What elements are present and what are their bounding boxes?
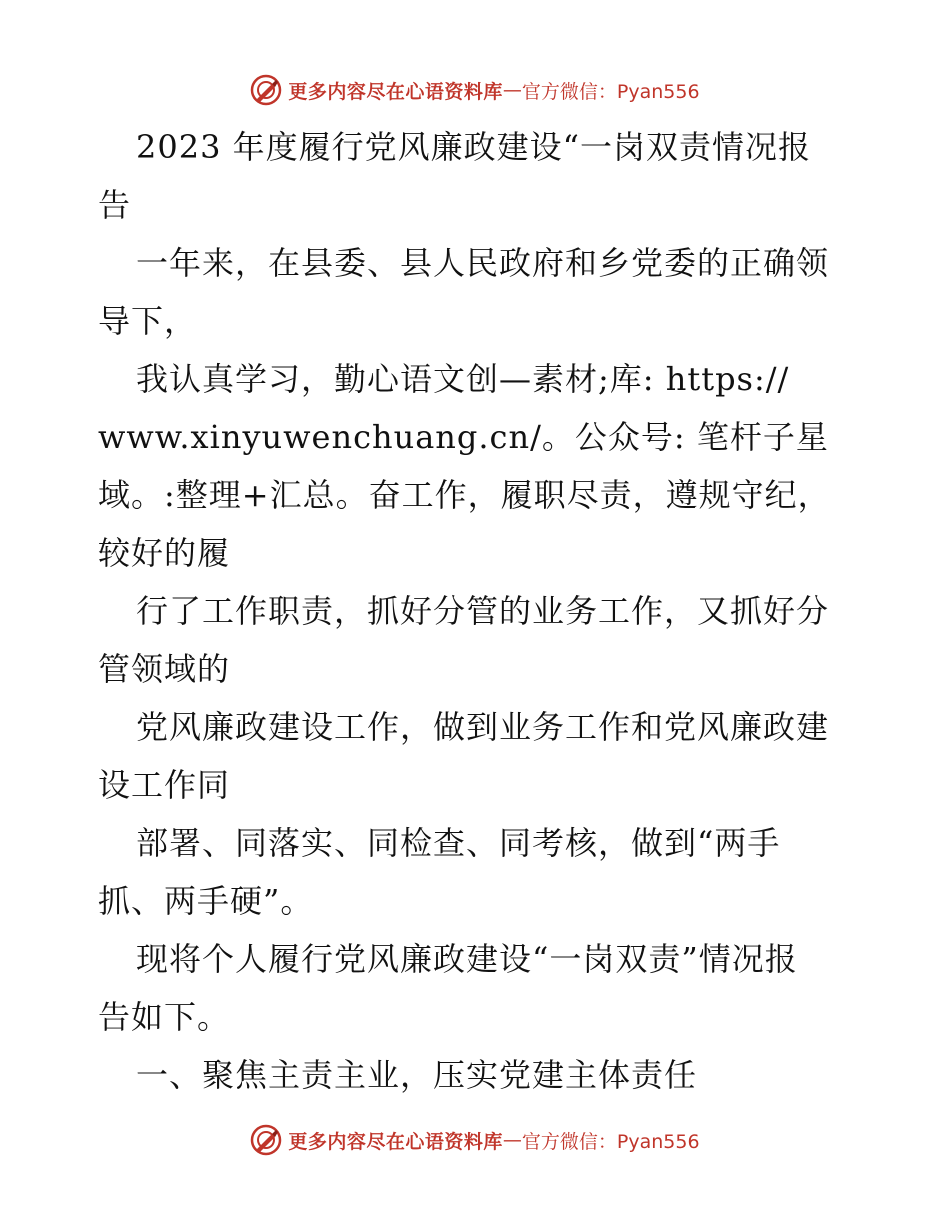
- footer-watermark: [0, 1122, 950, 1158]
- text-line: 告: [98, 186, 132, 224]
- watermark-wechat: 官方微信：Pyan556: [521, 1130, 700, 1153]
- text-line: 管领域的: [98, 650, 231, 688]
- text-line: 2023 年度履行党风廉政建设“一岗双责情况报: [136, 128, 811, 166]
- text-line: 较好的履: [98, 534, 231, 572]
- text-line: 我认真学习，勤心语文创—素材;库: https://: [136, 360, 790, 398]
- watermark-dash: —: [502, 1129, 522, 1151]
- text-line: 行了工作职责，抓好分管的业务工作，又抓好分: [136, 592, 830, 630]
- text-line: 导下，: [98, 302, 198, 340]
- pen-logo-icon: [250, 1124, 282, 1156]
- header-watermark: [0, 72, 950, 108]
- watermark-title: 更多内容尽在心语资料库: [288, 80, 503, 103]
- text-line: 告如下。: [98, 998, 231, 1036]
- watermark-dash: —: [502, 79, 522, 101]
- pen-logo-icon: [250, 74, 282, 106]
- watermark-title: 更多内容尽在心语资料库: [288, 1130, 503, 1153]
- text-line: 部署、同落实、同检查、同考核，做到“两手: [136, 824, 781, 862]
- text-line: www.xinyuwenchuang.cn/。公众号: 笔杆子星: [98, 418, 829, 456]
- text-line: 抓、两手硬”。: [98, 882, 314, 920]
- text-line: 域。:整理+汇总。奋工作，履职尽责，遵规守纪，: [98, 476, 831, 514]
- text-line: 设工作同: [98, 766, 231, 804]
- text-line: 一年来，在县委、县人民政府和乡党委的正确领: [136, 244, 830, 282]
- watermark-wechat: 官方微信：Pyan556: [521, 80, 700, 103]
- document-body: [98, 118, 858, 1104]
- section-heading: 一、聚焦主责主业，压实党建主体责任: [136, 1056, 698, 1094]
- text-line: 现将个人履行党风廉政建设“一岗双责”情况报: [136, 940, 798, 978]
- text-line: 党风廉政建设工作，做到业务工作和党风廉政建: [136, 708, 830, 746]
